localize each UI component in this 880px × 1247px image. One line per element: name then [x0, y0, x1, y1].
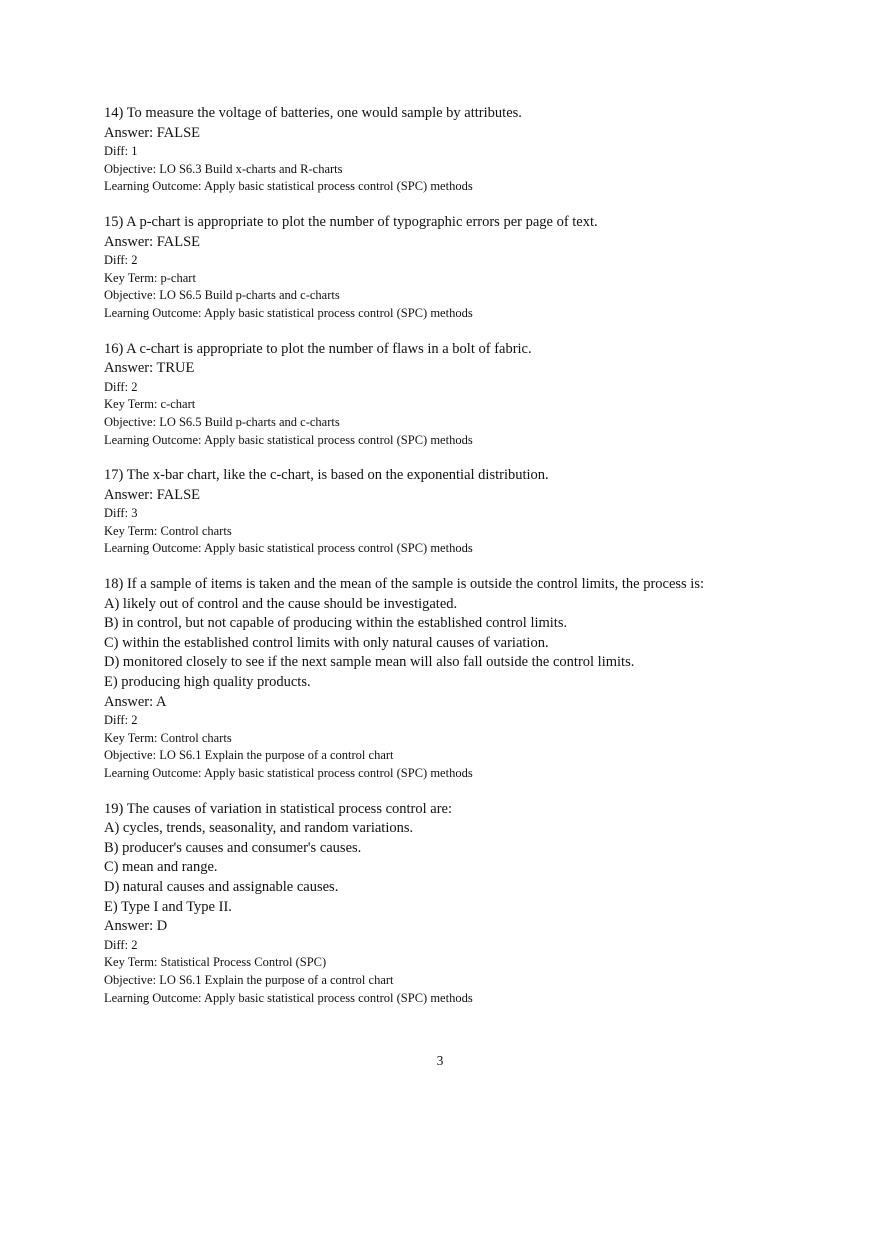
question-block — [104, 575, 824, 783]
objective-line: Objective: LO S6.5 Build p-charts and c-charts — [104, 414, 340, 429]
answer-line: Answer: FALSE — [104, 233, 200, 250]
answer-option: A) cycles, trends, seasonality, and random variations. — [104, 820, 414, 837]
key-term-line: Key Term: p-chart — [104, 270, 196, 285]
answer-option: A) likely out of control and the cause should be investigated. — [104, 595, 458, 612]
question-block — [104, 213, 824, 323]
answer-line: Answer: A — [104, 693, 167, 710]
question-block — [104, 104, 824, 196]
question-stem: 14) To measure the voltage of batteries, one would sample by attributes. — [104, 105, 522, 121]
key-term-line: Key Term: Control charts — [104, 523, 232, 538]
objective-line: Objective: LO S6.5 Build p-charts and c-charts — [104, 288, 340, 303]
question-stem: 16) A c-chart is appropriate to plot the number of flaws in a bolt of fabric. — [104, 340, 532, 357]
answer-option: D) natural causes and assignable causes. — [104, 878, 339, 895]
difficulty-line: Diff: 2 — [104, 713, 138, 728]
answer-line: Answer: FALSE — [104, 486, 200, 503]
answer-option: C) mean and range. — [104, 859, 218, 876]
answer-line: Answer: TRUE — [104, 360, 195, 377]
key-term-line: Key Term: Statistical Process Control (SPC) — [104, 955, 327, 970]
question-stem: 19) The causes of variation in statistical process control are: — [104, 800, 453, 817]
difficulty-line: Diff: 2 — [104, 253, 138, 268]
answer-option: E) Type I and Type II. — [104, 898, 232, 915]
difficulty-line: Diff: 3 — [104, 506, 138, 521]
learning-outcome-line: Learning Outcome: Apply basic statistical process control (SPC) methods — [104, 766, 473, 780]
learning-outcome-line: Learning Outcome: Apply basic statistical process control (SPC) methods — [104, 432, 473, 447]
learning-outcome-line: Learning Outcome: Apply basic statistical process control (SPC) methods — [104, 541, 473, 556]
answer-option: D) monitored closely to see if the next sample mean will also fall outside the control limits. — [104, 654, 635, 671]
answer-line: Answer: D — [104, 918, 168, 935]
question-block — [104, 340, 824, 450]
key-term-line: Key Term: c-chart — [104, 397, 196, 412]
objective-line: Objective: LO S6.1 Explain the purpose of a control chart — [104, 972, 394, 987]
question-list — [104, 104, 824, 1024]
question-block — [104, 800, 824, 1008]
answer-option: B) producer's causes and consumer's causes. — [104, 839, 362, 856]
answer-option: B) in control, but not capable of producing within the established control limits. — [104, 615, 568, 632]
answer-line: Answer: FALSE — [104, 124, 200, 141]
learning-outcome-line: Learning Outcome: Apply basic statistical process control (SPC) methods — [104, 305, 473, 320]
key-term-line: Key Term: Control charts — [104, 730, 232, 745]
question-stem: 18) If a sample of items is taken and the mean of the sample is outside the control limits, the process is: — [104, 576, 705, 593]
difficulty-line: Diff: 2 — [104, 937, 138, 952]
answer-option: E) producing high quality products. — [104, 674, 311, 691]
objective-line: Objective: LO S6.1 Explain the purpose of a control chart — [104, 748, 394, 763]
question-stem: 15) A p-chart is appropriate to plot the number of typographic errors per page of text. — [104, 213, 598, 230]
answer-option: C) within the established control limits with only natural causes of variation. — [104, 634, 549, 651]
learning-outcome-line: Learning Outcome: Apply basic statistical process control (SPC) methods — [104, 990, 473, 1005]
page-number: 3 — [436, 1053, 444, 1068]
objective-line: Objective: LO S6.3 Build x-charts and R-charts — [104, 161, 343, 176]
difficulty-line: Diff: 2 — [104, 379, 138, 394]
difficulty-line: Diff: 1 — [104, 144, 138, 159]
learning-outcome-line: Learning Outcome: Apply basic statistical process control (SPC) methods — [104, 179, 473, 194]
question-block — [104, 466, 824, 558]
question-stem: 17) The x-bar chart, like the c-chart, is based on the exponential distribution. — [104, 467, 549, 484]
